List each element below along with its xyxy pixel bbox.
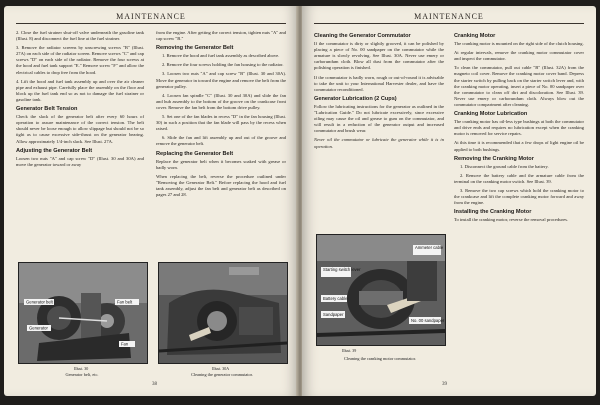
right-column-2 (454, 30, 584, 226)
paragraph: When replacing the belt, reverse the procedure outlined under "Removing the Generator Belt." Before replacing the hood and fuel tank assembly, adjust the fan belt and generator belt as described on pages 27 and 28. (156, 173, 286, 198)
illust-39-number: Illust. 39 (342, 348, 357, 353)
list-item: 5. Set one of the fan blades in recess "D" in the fan housing (Illust. 30) in such a position that the fan blade will pass by the recess when raised. (156, 114, 286, 132)
numbered-list (156, 53, 286, 147)
illust-30-label: Fan belt (117, 299, 133, 305)
paragraph: If the commutator is dirty or slightly grooved, it can be polished by placing a piece of No. 00 sandpaper on the commutator while the armature is slowly revolving. See Illust. 30A. Never use emery or carborundum cloth. Blow all dust from the commutator after the polishing operation is finished. (314, 41, 444, 71)
illust-30-label: Generator (29, 325, 48, 331)
right-header-rule (314, 23, 584, 24)
left-column-2 (156, 30, 286, 201)
list-item: 1. Disconnect the ground cable from the battery. (460, 163, 549, 169)
illust-30-photo (18, 262, 148, 364)
list-item: 3. Remove the two cap screws which hold the cranking motor to the crankcase and lift the complete cranking motor forward and away from the engine. (454, 187, 584, 206)
section-heading: Adjusting the Generator Belt (16, 147, 93, 154)
left-header-rule (16, 23, 286, 24)
right-column-1 (314, 30, 444, 153)
list-item: 6. Slide the fan and lift assembly up and out of the groove and remove the generator belt. (156, 135, 286, 147)
paragraph: The cranking motor has oil-less type bushings at both the commutator and drive ends and requires no lubrication except when the cranking motor is removed for service repairs. (454, 119, 584, 137)
illust-30a-number: Illust. 30A (212, 366, 230, 371)
paragraph: At regular intervals, remove the cranking motor commutator cover and inspect the commutator. (454, 50, 584, 62)
illust-39-label: Sandpaper (323, 312, 344, 317)
illust-39-photo (316, 234, 446, 346)
section-heading: Removing the Generator Belt (156, 45, 234, 52)
list-item: 3. Loosen two nuts "A" and cap screw "B" (Illust. 30 and 30A). Move the generator in toward the engine and remove the belt from the generator pulley. (156, 71, 286, 89)
illust-30a-photo (158, 262, 288, 364)
section-heading: Cranking Motor (454, 33, 496, 39)
left-page (4, 6, 298, 396)
section-heading: Replacing the Generator Belt (156, 150, 234, 157)
numbered-list (454, 164, 584, 207)
right-page-number: 39 (442, 382, 447, 387)
right-page-header: MAINTENANCE (414, 12, 484, 21)
paragraph: Follow the lubricating instructions for the generator as outlined in the "Lubrication Guide." Do not lubricate excessively, since excessive oiling may cause the oil and grease to gum on the commutator, and will result in a reduction of the generator output and increased commutator and brush wear. (314, 103, 444, 134)
list-item: 2. Remove the battery cable and the armature cable from the terminal on the cranking motor switch. See Illust. 39. (454, 172, 584, 184)
paragraph: To clean the commutator, pull out cable "B" (Illust. 32A) from the magneto coil cover. Remove the cranking motor cover band. Depress the starter switch by pulling back on the starter switch lever and, with the cranking motor operating, insert a piece of No. 00 sandpaper over the commutator to clean off dirt and discoloration. See Illust. 39. Never use emery or carborundum cloth. Always blow out the commutator compartment after cleaning. (454, 65, 584, 107)
illust-39-label: Battery cable (323, 296, 348, 301)
section-heading: Generator Lubrication (2 Cups) (314, 95, 397, 102)
paragraph: At this time it is recommended that a few drops of light engine oil be applied to both bushings. (454, 140, 584, 152)
left-page-number: 38 (152, 382, 157, 387)
paragraph: 3. Remove the radiator screens by unscrewing screws "B" (Illust. 27A) on each side of the radiator screen. Remove screws "C" and cap screws "D" on each side of the radiator. Remove the four screws at the hood and fuel tank support "E." Remove screw "F" and allow the electrical cables to drop free from the hood. (16, 45, 144, 75)
illust-30-number: Illust. 30 (74, 366, 89, 371)
list-item: 1. Remove the hood and fuel tank assembly as described above. (162, 53, 280, 59)
paragraph: 2. Close the fuel strainer shut-off valve underneath the gasoline tank (Illust. 8) and disconnect the fuel line at the fuel strainer. (16, 30, 144, 42)
illust-39-label: No. 00 sandpaper (411, 318, 445, 323)
paragraph: Replace the generator belt when it becomes soaked with grease or badly worn. (156, 158, 286, 170)
right-page (302, 6, 596, 396)
section-heading: Removing the Cranking Motor (454, 155, 534, 162)
list-item: 2. Remove the four screws holding the fan housing to the radiator. (162, 62, 284, 68)
paragraph: Check the slack of the generator belt after every 60 hours of operation to assure maintenance of the correct tension. The belt should never be loose enough to allow slippage but should not be so tight as to cause excessive side-thrust on the generator bearing. Allow approximately 1/4-inch slack. See Illust. 27A. (16, 114, 144, 144)
paragraph: 4. Lift the hood and fuel tank assembly up and over the air cleaner pipe and exhaust pipe. Carefully place the assembly on the floor and block up the fuel tank end so as not to damage the fuel strainer or gasoline tank. (16, 78, 144, 102)
section-heading: Cleaning the Generator Commutator (314, 33, 411, 39)
section-heading: Installing the Cranking Motor (454, 209, 532, 216)
paragraph: Loosen two nuts "A" and cap screw "D" (Illust. 30 and 30A) and move the generator toward or away (16, 155, 144, 167)
paragraph: To install the cranking motor, reverse the removal procedures. (454, 217, 569, 223)
illust-39-label: Starting switch lever (323, 267, 361, 272)
illust-39-label: Ammeter cable (415, 245, 444, 250)
list-item: 4. Loosen fan spindle "C" (Illust. 30 and 30A) and slide the fan and hub assembly to the bottom of the groove on the crankcase front cover. Remove the fan belt from the bottom drive pulley. (156, 92, 286, 110)
illust-30-label: Fan (121, 341, 129, 347)
illust-30-caption: Generator belt, etc. (65, 372, 99, 377)
left-column-1 (16, 30, 144, 171)
paragraph: from the engine. After getting the correct tension, tighten nuts "A" and cap screw "B." (156, 30, 286, 42)
illust-30a-caption: Cleaning the generator commutator. (191, 372, 253, 377)
illust-30-label: Generator belt (26, 299, 53, 305)
illust-39-caption: Cleaning the cranking motor commutator. (344, 356, 416, 361)
paragraph: The cranking motor is mounted on the right side of the clutch housing. (454, 41, 584, 47)
paragraph: Never oil the commutator or lubricate the generator while it is in operation. (314, 137, 444, 149)
section-heading: Generator Belt Tension (16, 106, 78, 113)
section-heading: Cranking Motor Lubrication (454, 111, 528, 118)
left-page-header: MAINTENANCE (116, 12, 186, 21)
paragraph: If the commutator is badly worn, rough or out-of-round it is advisable to take the unit to your International Harvester dealer, and have the commutator reconditioned. (314, 74, 444, 92)
